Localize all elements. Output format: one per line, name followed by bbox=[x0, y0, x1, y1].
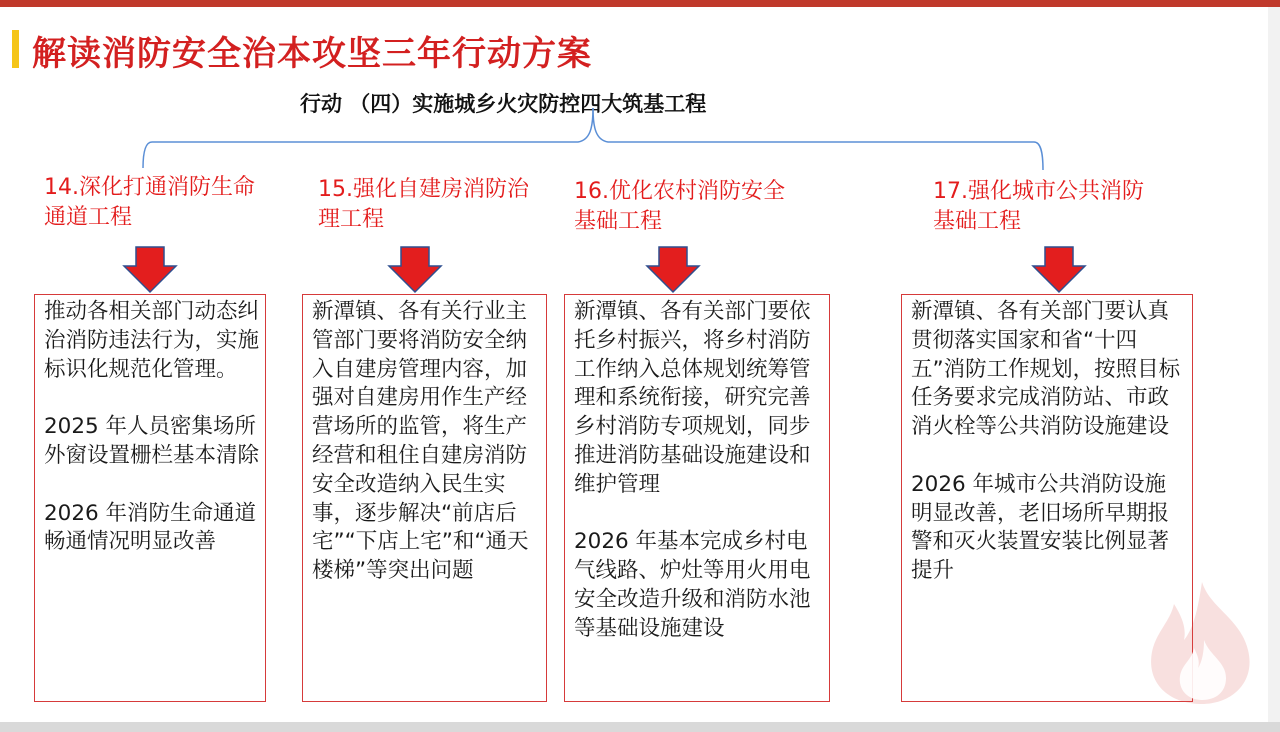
category-title-line: 14.深化打通消防生命 bbox=[44, 175, 255, 200]
category-title-line: 17.强化城市公共消防 bbox=[933, 179, 1144, 204]
category-title-14 bbox=[44, 173, 255, 233]
down-arrow-icon bbox=[387, 246, 443, 294]
content-paragraph: 2026 年基本完成乡村电气线路、炉灶等用火用电安全改造升级和消防水池等基础设施建设 bbox=[574, 529, 811, 641]
category-title-16 bbox=[574, 177, 785, 237]
category-title-15 bbox=[318, 175, 529, 235]
down-arrow-icon bbox=[1031, 246, 1087, 294]
content-paragraph: 2025 年人员密集场所外窗设置栅栏基本清除 bbox=[44, 414, 260, 468]
category-title-line: 基础工程 bbox=[574, 209, 663, 234]
category-title-line: 15.强化自建房消防治 bbox=[318, 177, 529, 202]
category-title-line: 理工程 bbox=[318, 207, 385, 232]
content-paragraph: 2026 年城市公共消防设施明显改善，老旧场所早期报警和灭火装置安装比例显著提升 bbox=[911, 471, 1170, 584]
content-box-16 bbox=[564, 294, 830, 702]
content-box-15 bbox=[302, 294, 547, 702]
category-title-line: 基础工程 bbox=[933, 209, 1022, 234]
content-paragraph: 新潭镇、各有关部门要认真贯彻落实国家和省“十四五”消防工作规划，按照目标任务要求完成消防站、市政消火栓等公共消防设施建设 bbox=[911, 299, 1181, 440]
content-paragraph: 新潭镇、各有关部门要依托乡村振兴，将乡村消防工作纳入总体规划统筹管理和系统衔接，研究完善乡村消防专项规划，同步推进消防基础设施建设和维护管理 bbox=[574, 299, 811, 497]
action-heading: 行动 （四）实施城乡火灾防控四大筑基工程 bbox=[300, 92, 707, 116]
content-paragraph: 2026 年消防生命通道畅通情况明显改善 bbox=[44, 500, 257, 555]
category-title-line: 16.优化农村消防安全 bbox=[574, 179, 785, 204]
content-paragraph: 新潭镇、各有关行业主管部门要将消防安全纳入自建房管理内容，加强对自建房用作生产经营场所的监管，将生产经营和租住自建房消防安全改造纳入民生实事，逐步解决“前店后宅”“下店上宅”和“通天楼梯”等突出问题 bbox=[312, 299, 529, 584]
content-paragraph: 推动各相关部门动态纠治消防违法行为，实施标识化规范化管理。 bbox=[44, 299, 260, 382]
bottom-bar bbox=[0, 722, 1280, 732]
down-arrow-icon bbox=[122, 246, 178, 294]
page-title: 解读消防安全治本攻坚三年行动方案 bbox=[32, 34, 592, 74]
flame-watermark-icon bbox=[1140, 578, 1264, 708]
content-box-14 bbox=[34, 294, 266, 702]
down-arrow-icon bbox=[645, 246, 701, 294]
category-title-line: 通道工程 bbox=[44, 205, 133, 230]
category-title-17 bbox=[933, 177, 1144, 237]
bracket-connector bbox=[0, 0, 1280, 200]
